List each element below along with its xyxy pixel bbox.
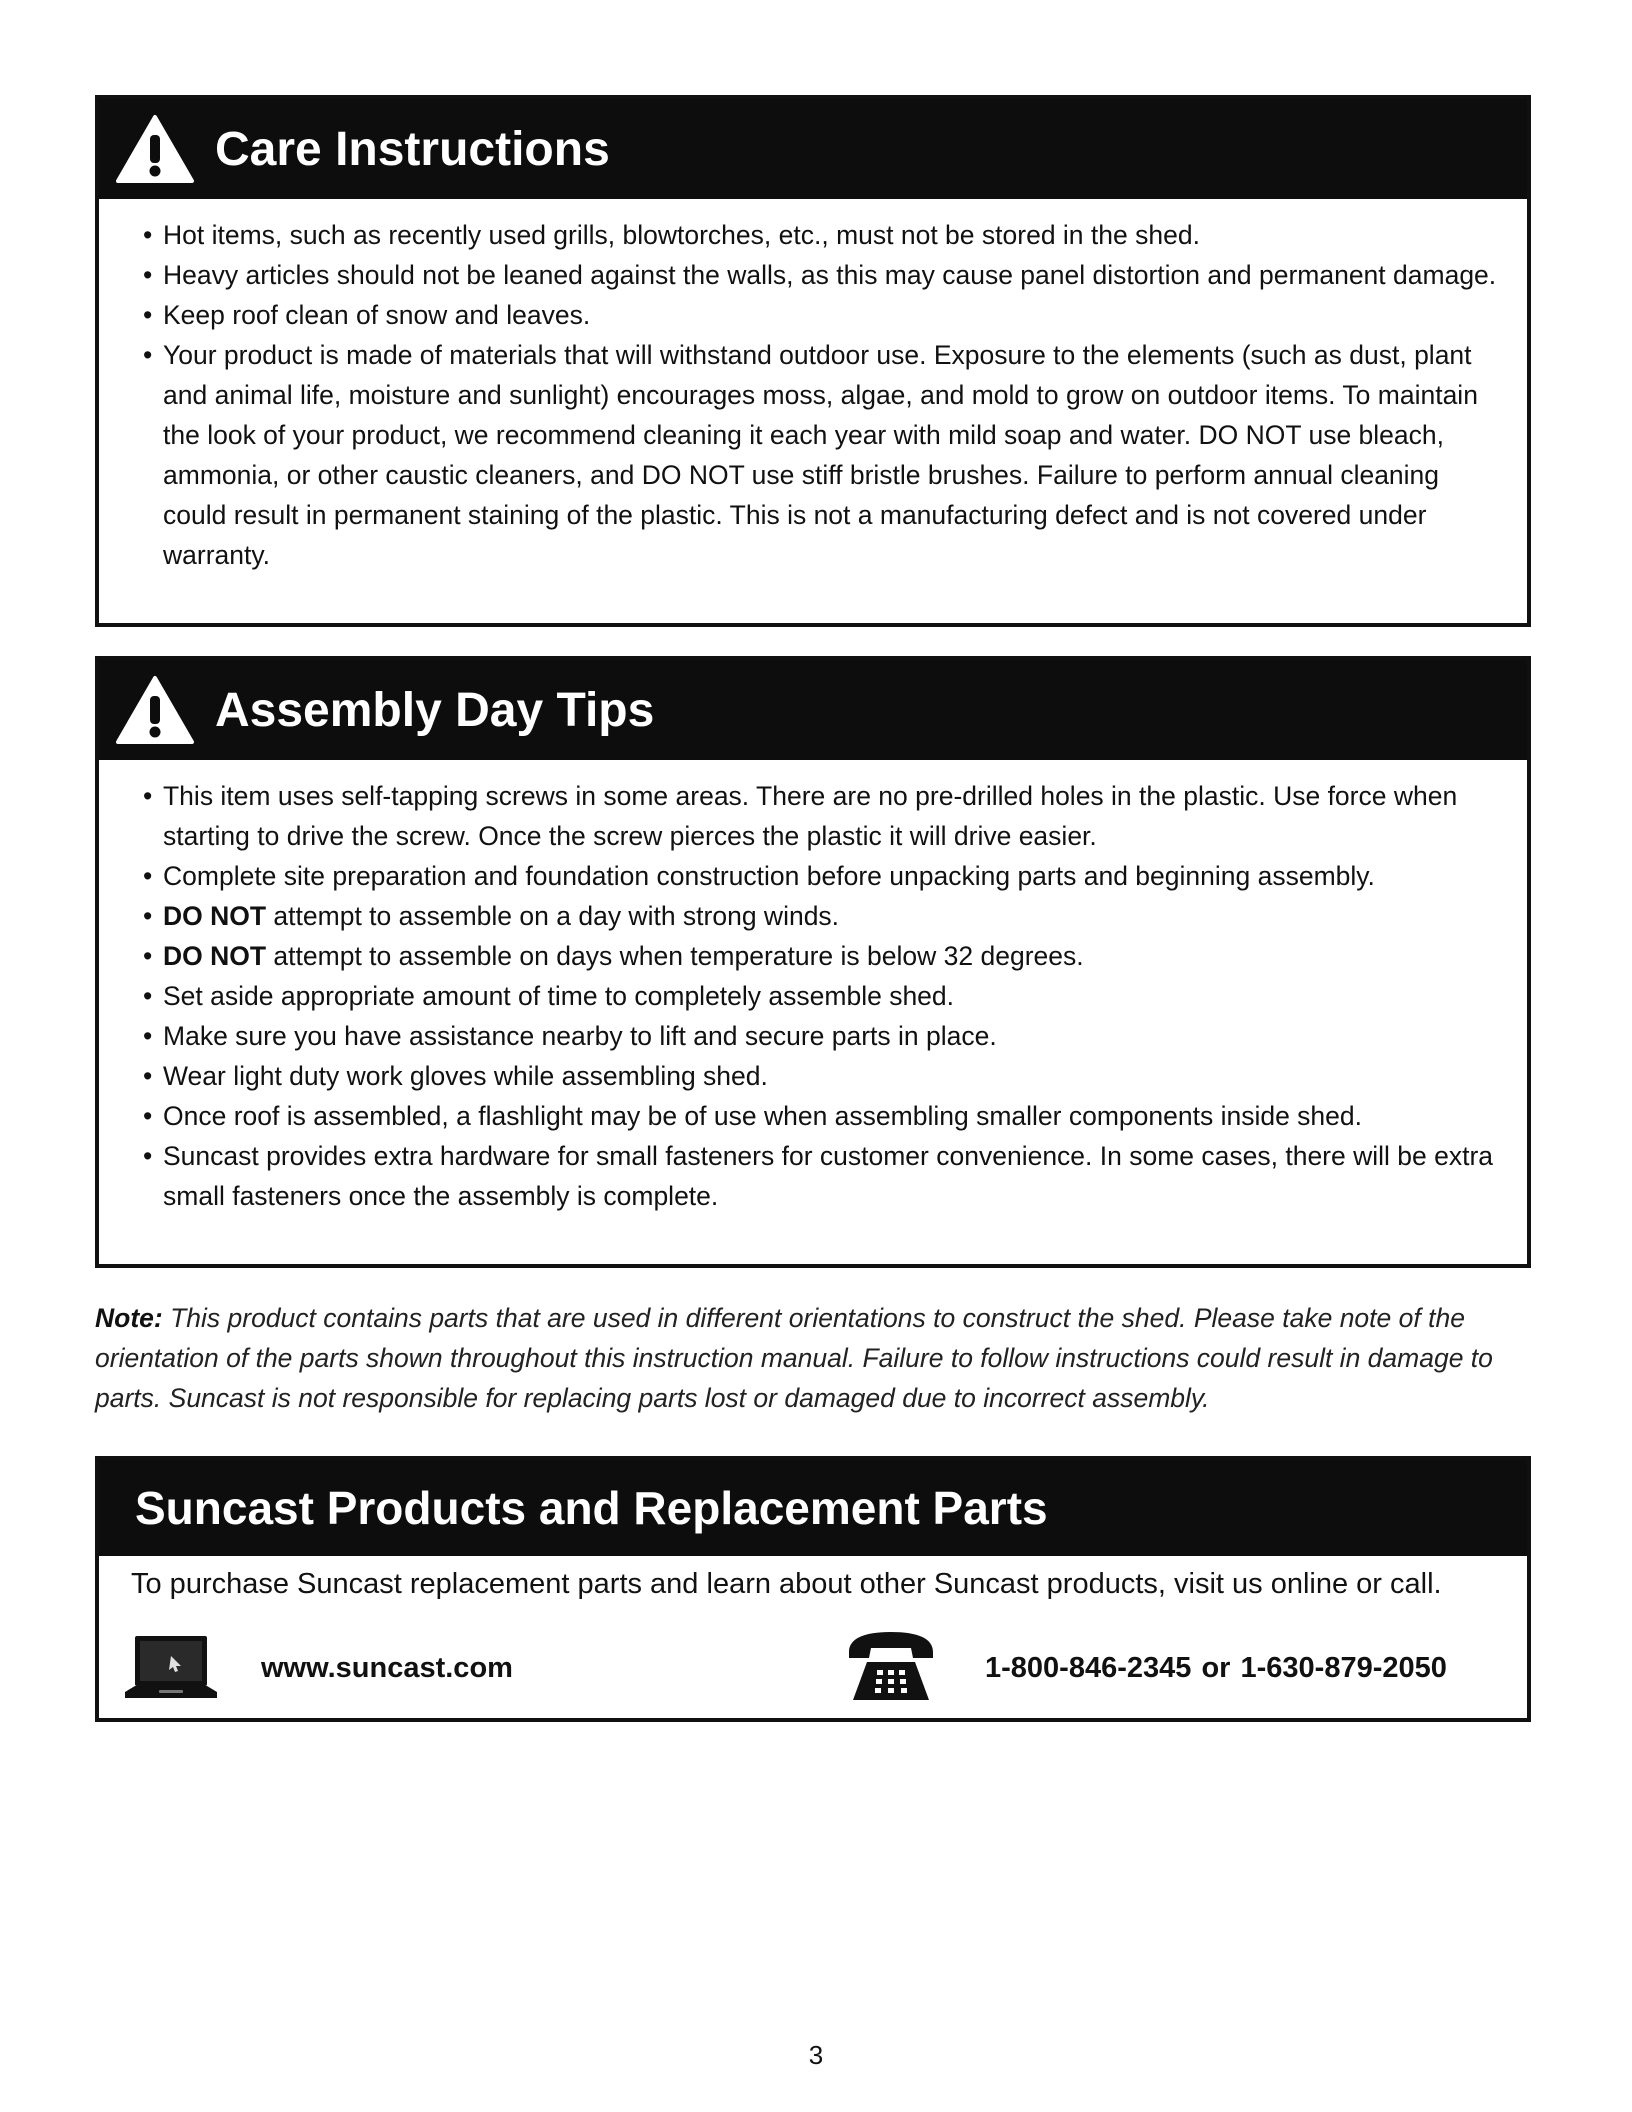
page-number: 3 <box>808 2040 824 2070</box>
care-instructions-box <box>95 95 1531 627</box>
note-label: Note: <box>95 1303 163 1333</box>
contact-row <box>99 1630 1527 1710</box>
care-instructions-title: Care Instructions <box>215 122 610 176</box>
replacement-parts-intro: To purchase Suncast replacement parts and learn about other Suncast products, visit us online or call. <box>131 1568 1442 1600</box>
assembly-tips-body <box>99 760 1527 1230</box>
tip-item: • Wear light duty work gloves while assembling shed. <box>143 1056 1507 1096</box>
tip-item: • Suncast provides extra hardware for small fasteners for customer convenience. In some cases, there will be extra small fasteners once the assembly is complete. <box>143 1136 1507 1216</box>
assembly-tips-title: Assembly Day Tips <box>215 683 655 737</box>
phone-numbers: 1-800-846-2345 or 1-630-879-2050 <box>985 1652 1447 1684</box>
tip-item: • DO NOT attempt to assemble on days when temperature is below 32 degrees. <box>143 936 1507 976</box>
replacement-parts-header <box>99 1460 1527 1556</box>
assembly-tips-list <box>143 776 1507 1216</box>
care-instructions-list <box>143 215 1507 575</box>
website-link[interactable]: www.suncast.com <box>261 1652 513 1684</box>
care-item: • Keep roof clean of snow and leaves. <box>143 295 1507 335</box>
tip-item: • Set aside appropriate amount of time to completely assemble shed. <box>143 976 1507 1016</box>
note-text: This product contains parts that are used in different orientations to construct the shed. Please take note of the orientation of the parts shown throughout this instruction manual. Failure to follow instructions could result in damage to parts. Suncast is not responsible for replacing parts lost or damaged due to incorrect assembly. <box>95 1303 1493 1413</box>
warning-icon <box>115 674 195 746</box>
care-item: • Hot items, such as recently used grills, blowtorches, etc., must not be stored in the shed. <box>143 215 1507 255</box>
tip-item: • Complete site preparation and foundation construction before unpacking parts and beginning assembly. <box>143 856 1507 896</box>
care-item: • Heavy articles should not be leaned against the walls, as this may cause panel distortion and permanent damage. <box>143 255 1507 295</box>
tip-item: • DO NOT attempt to assemble on a day with strong winds. <box>143 896 1507 936</box>
laptop-icon <box>121 1634 221 1704</box>
assembly-tips-header <box>99 660 1527 760</box>
replacement-parts-box <box>95 1456 1531 1722</box>
tip-item: • This item uses self-tapping screws in some areas. There are no pre-drilled holes in the plastic. Use force when starting to drive the screw. Once the screw pierces the plastic it will drive easier. <box>143 776 1507 856</box>
tip-item: • Once roof is assembled, a flashlight may be of use when assembling smaller components inside shed. <box>143 1096 1507 1136</box>
care-item: • Your product is made of materials that will withstand outdoor use. Exposure to the elements (such as dust, plant and animal life, moisture and sunlight) encourages moss, algae, and mold to grow on outdoor items. To maintain the look of your product, we recommend cleaning it each year with mild soap and water. DO NOT use bleach, ammonia, or other caustic cleaners, and DO NOT use stiff bristle brushes. Failure to perform annual cleaning could result in permanent staining of the plastic. This is not a manufacturing defect and is not covered under warranty. <box>143 335 1507 575</box>
care-instructions-header <box>99 99 1527 199</box>
care-instructions-body <box>99 199 1527 589</box>
tip-item: • Make sure you have assistance nearby to lift and secure parts in place. <box>143 1016 1507 1056</box>
warning-icon <box>115 113 195 185</box>
telephone-icon <box>845 1630 937 1704</box>
note-paragraph <box>95 1298 1535 1418</box>
replacement-parts-title: Suncast Products and Replacement Parts <box>135 1482 1048 1534</box>
assembly-tips-box <box>95 656 1531 1268</box>
